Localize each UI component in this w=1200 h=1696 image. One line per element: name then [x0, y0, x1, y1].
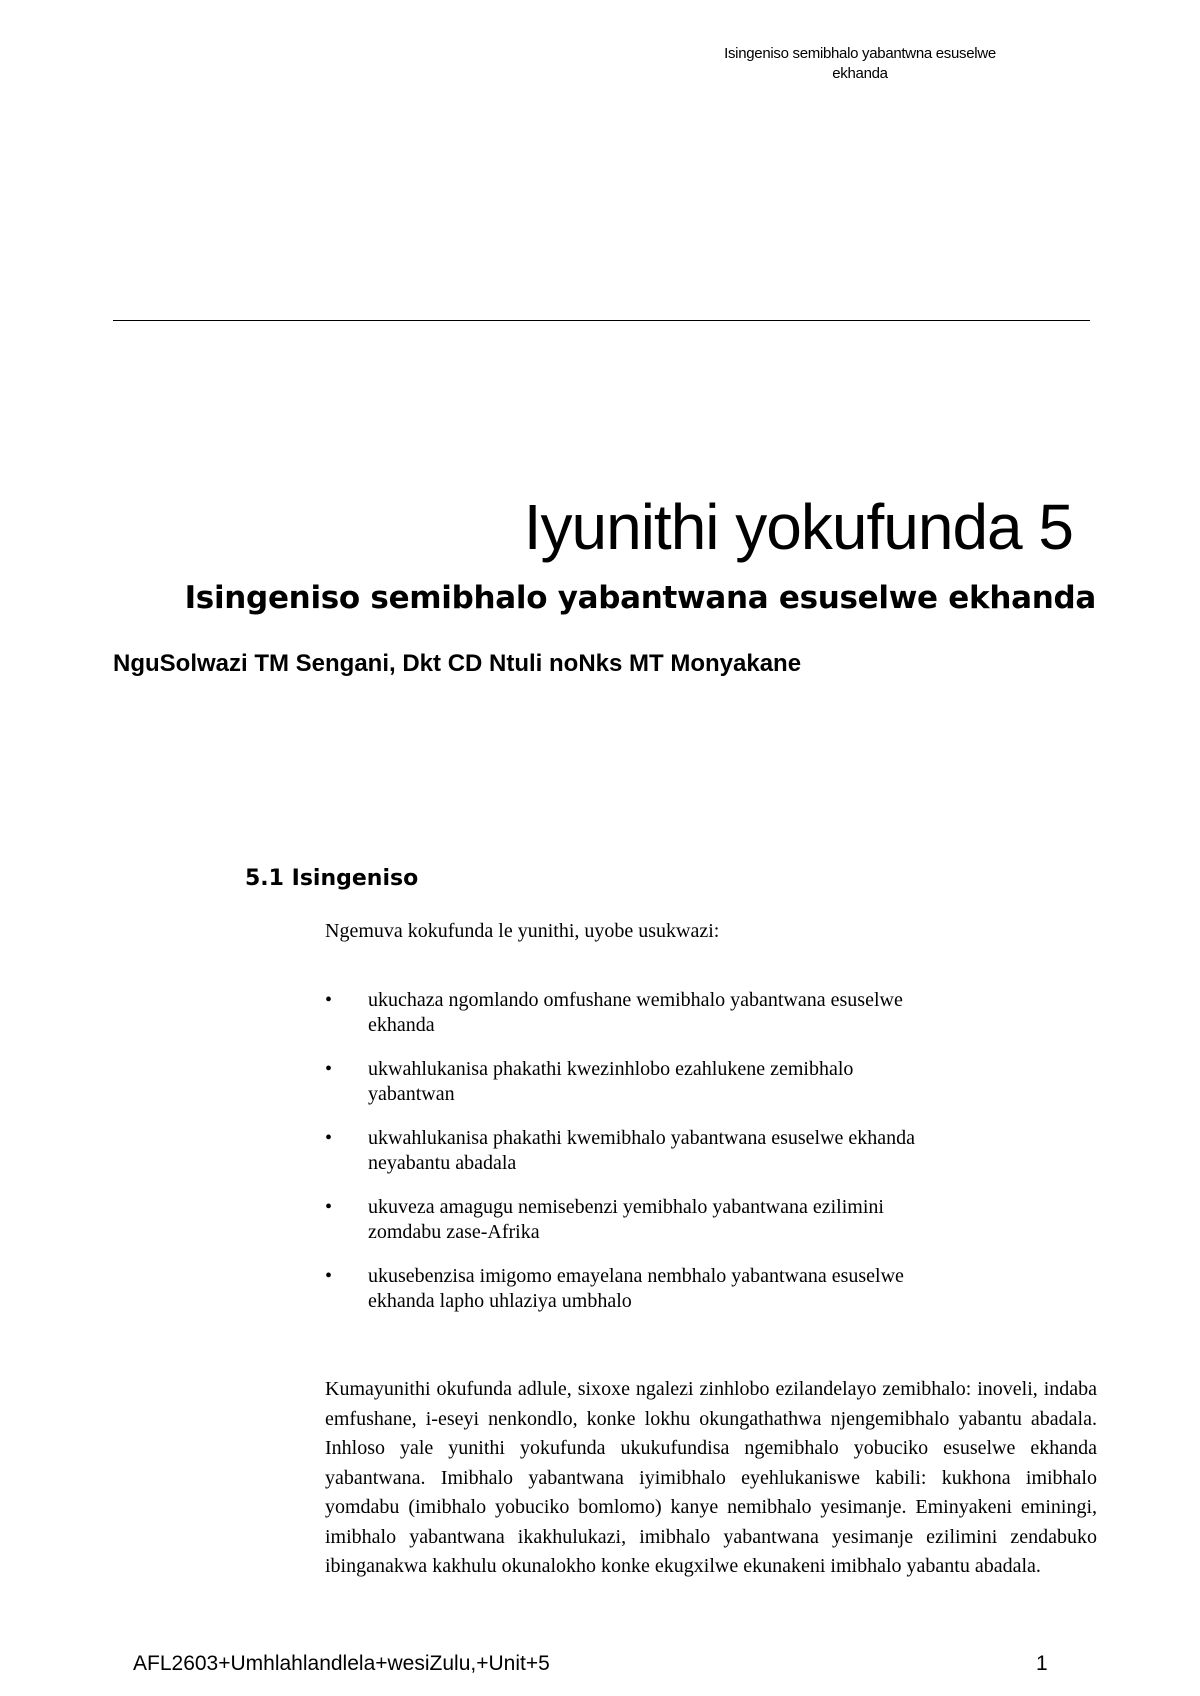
objective-line: ukusebenzisa imigomo emayelana nembhalo yabantwana esuselwe	[368, 1265, 904, 1287]
objectives-list	[325, 988, 1085, 1333]
section-heading: 5.1 Isingeniso	[245, 866, 419, 891]
objective-line: yabantwan	[368, 1083, 455, 1105]
objective-line: ukuveza amagugu nemisebenzi yemibhalo yabantwana ezilimini	[368, 1196, 884, 1218]
bullet-icon: •	[325, 989, 333, 1011]
authors: NguSolwazi TM Sengani, Dkt CD Ntuli noNks MT Monyakane	[113, 650, 802, 677]
body-paragraph: Kumayunithi okufunda adlule, sixoxe ngalezi zinhlobo ezilandelayo zemibhalo: inoveli, indaba emfushane, i-eseyi nenkondlo, konke lokhu okungathathwa njengemibhalo yabantu abadala. Inhloso yale yunithi yokufunda ukukufundisa ngemibhalo yobuciko esuselwe ekhanda yabantwana. Imibhalo yabantwana iyimibhalo eyehlukaniswe kabili: kukhona imibhalo yomdabu (imibhalo yobuciko bomlomo) kanye nemibhalo yesimanje. Eminyakeni eminingi, imibhalo yabantwana ikakhulukazi, imibhalo yabantwana yesimanje ezilimini zendabuko ibinganakwa kakhulu okunalokho konke ekugxilwe ekunakeni imibhalo yabantu abadala.	[325, 1378, 1097, 1577]
list-item	[325, 988, 1085, 1038]
objective-line: ukwahlukanisa phakathi kwemibhalo yabantwana esuselwe ekhanda	[368, 1127, 916, 1149]
section-intro: Ngemuva kokufunda le yunithi, uyobe usukwazi:	[325, 920, 720, 942]
objective-line: ekhanda lapho uhlaziya umbhalo	[368, 1290, 632, 1312]
title-divider	[113, 320, 1090, 321]
running-header	[640, 44, 1080, 84]
list-item	[325, 1195, 1085, 1245]
bullet-icon: •	[325, 1196, 333, 1218]
unit-title: Iyunithi yokufunda 5	[523, 491, 1073, 563]
footer-course-code: AFL2603+Umhlahlandlela+wesiZulu,+Unit+5	[133, 1652, 550, 1675]
running-header-line-2: ekhanda	[832, 65, 888, 82]
objective-line: neyabantu abadala	[368, 1152, 517, 1174]
bullet-icon: •	[325, 1265, 333, 1287]
objective-line: ukuchaza ngomlando omfushane wemibhalo yabantwana esuselwe	[368, 989, 903, 1011]
running-header-line-1: Isingeniso semibhalo yabantwna esuselwe	[724, 45, 996, 62]
unit-subtitle: Isingeniso semibhalo yabantwana esuselwe ekhanda	[184, 580, 1096, 616]
list-item	[325, 1264, 1085, 1314]
objective-line: ukwahlukanisa phakathi kwezinhlobo ezahlukene zemibhalo	[368, 1058, 854, 1080]
list-item	[325, 1126, 1085, 1176]
list-item	[325, 1057, 1085, 1107]
bullet-icon: •	[325, 1058, 333, 1080]
page-number: 1	[1036, 1652, 1048, 1675]
objective-line: zomdabu zase-Afrika	[368, 1221, 540, 1243]
bullet-icon: •	[325, 1127, 333, 1149]
objective-line: ekhanda	[368, 1014, 435, 1036]
